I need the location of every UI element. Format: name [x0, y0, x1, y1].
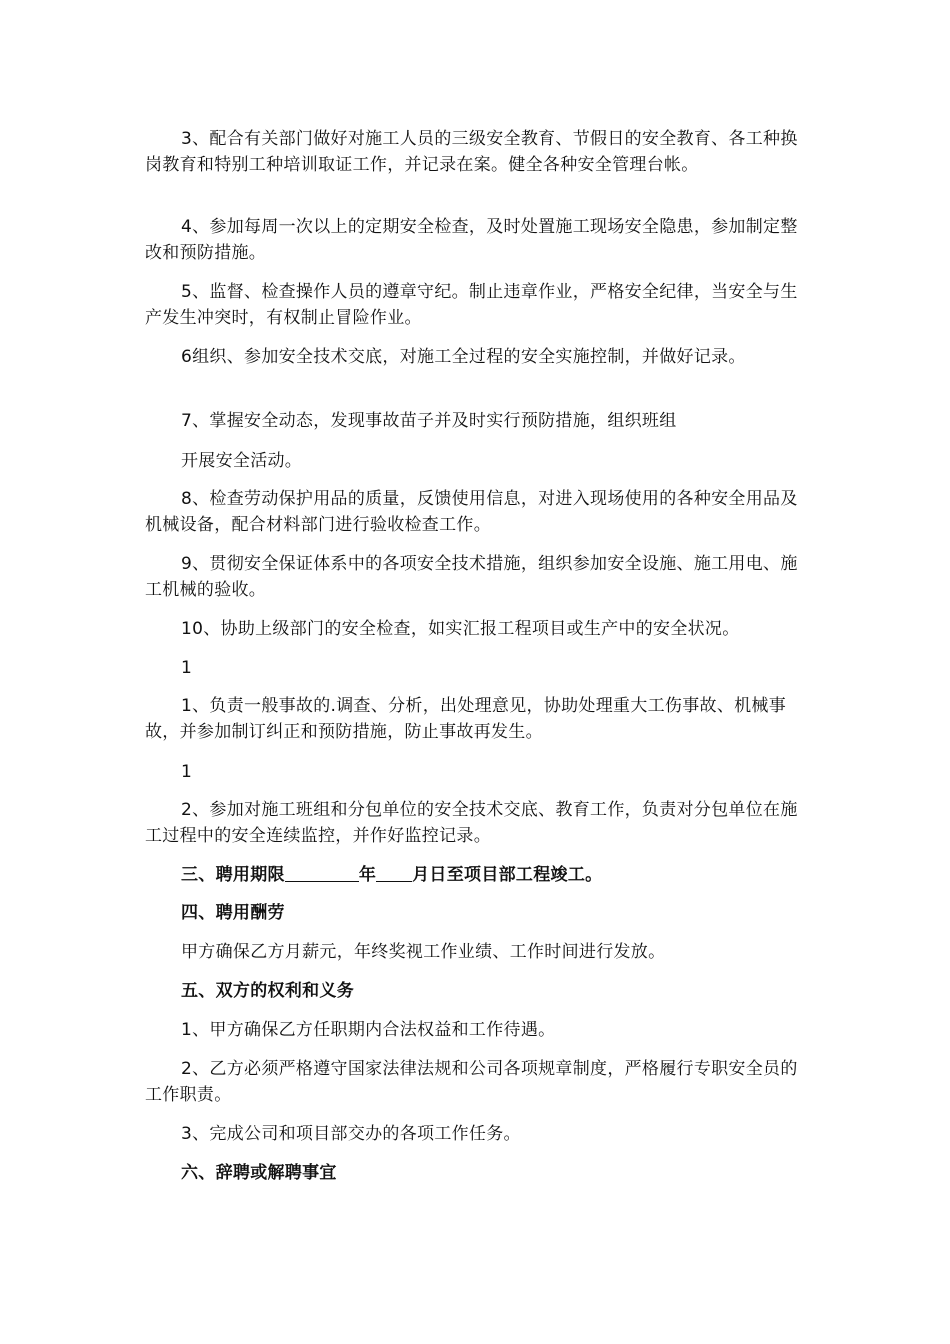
- paragraph-duty-9: 9、贯彻安全保证体系中的各项安全技术措施，组织参加安全设施、施工用电、施工机械的验收。: [145, 554, 798, 600]
- paragraph-duty-8: 8、检查劳动保护用品的质量，反馈使用信息，对进入现场使用的各种安全用品及机械设备，配合材料部门进行验收检查工作。: [145, 489, 798, 535]
- paragraph-salary: 甲方确保乙方月薪元，年终奖视工作业绩、工作时间进行发放。: [181, 942, 666, 962]
- paragraph-duty-3: 3、配合有关部门做好对施工人员的三级安全教育、节假日的安全教育、各工种换岗教育和特别工种培训取证工作，并记录在案。健全各种安全管理台帐。: [145, 129, 798, 175]
- paragraph-rights-1: 1、甲方确保乙方任职期内合法权益和工作待遇。: [181, 1020, 556, 1040]
- paragraph-duty-6: 6组织、参加安全技术交底，对施工全过程的安全实施控制，并做好记录。: [181, 347, 746, 367]
- paragraph-accident-1: 1、负责一般事故的.调查、分析，出处理意见，协助处理重大工伤事故、机械事故，并参加制订纠正和预防措施，防止事故再发生。: [145, 696, 787, 742]
- heading-rights-obligations: 五、双方的权利和义务: [181, 981, 354, 1001]
- paragraph-rights-3: 3、完成公司和项目部交办的各项工作任务。: [181, 1124, 521, 1144]
- year-blank: [285, 863, 359, 882]
- paragraph-duty-5: 5、监督、检查操作人员的遵章守纪。制止违章作业，严格安全纪律，当安全与生产发生冲突时，有权制止冒险作业。: [145, 282, 798, 328]
- paragraph-accident-2: 2、参加对施工班组和分包单位的安全技术交底、教育工作，负责对分包单位在施工过程中的安全连续监控，并作好监控记录。: [145, 800, 798, 846]
- paragraph-duty-4: 4、参加每周一次以上的定期安全检查，及时处置施工现场安全隐患，参加制定整改和预防措施。: [145, 217, 798, 263]
- paragraph-duty-7: 7、掌握安全动态，发现事故苗子并及时实行预防措施，组织班组: [181, 411, 677, 431]
- heading-term-suffix: 月日至项目部工程竣工。: [412, 865, 603, 885]
- paragraph-number-marker: 1: [181, 658, 193, 678]
- paragraph-duty-10: 10、协助上级部门的安全检查，如实汇报工程项目或生产中的安全状况。: [181, 619, 740, 639]
- heading-term-year: 年: [358, 865, 377, 885]
- paragraph-number-marker: 1: [181, 762, 193, 782]
- paragraph-duty-7-continued: 开展安全活动。: [181, 451, 303, 471]
- heading-term-prefix: 三、聘用期限: [181, 865, 285, 885]
- paragraph-rights-2: 2、乙方必须严格遵守国家法律法规和公司各项规章制度，严格履行专职安全员的工作职责。: [145, 1059, 798, 1105]
- heading-term: [145, 862, 810, 888]
- month-blank: [376, 863, 412, 882]
- heading-salary: 四、聘用酬劳: [181, 903, 285, 923]
- heading-dismissal: 六、辞聘或解聘事宜: [181, 1163, 337, 1183]
